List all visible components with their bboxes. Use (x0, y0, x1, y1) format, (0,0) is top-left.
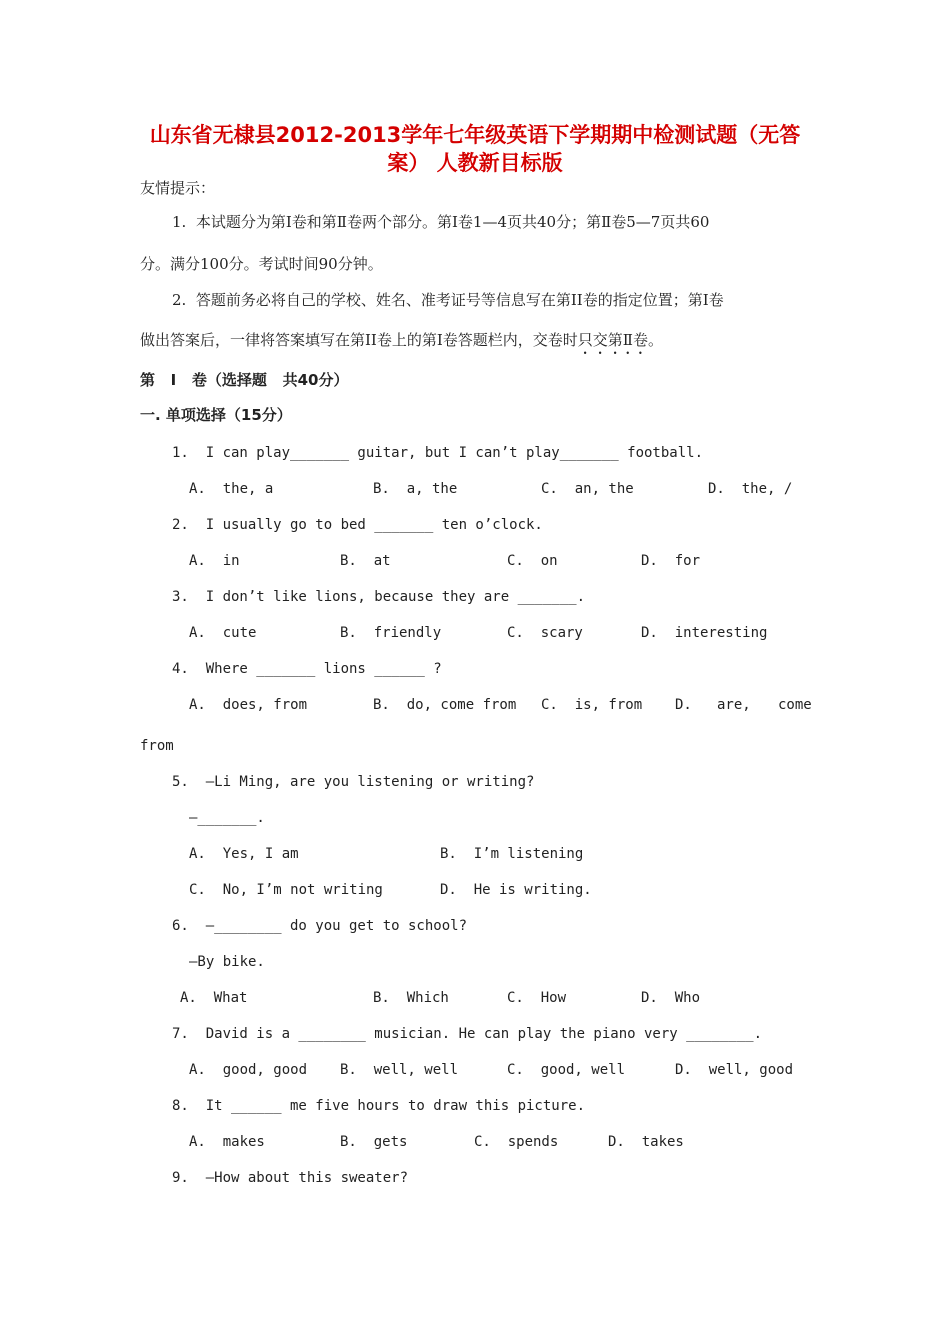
option-d: D. well, good (675, 1062, 794, 1078)
response-line: —_______. (189, 810, 265, 826)
option-c: C. spends (474, 1134, 559, 1150)
option-a: A. the, a (189, 481, 274, 497)
part-heading: 一. 单项选择（15分） (140, 406, 292, 424)
question-5: 5. —Li Ming, are you listening or writing? (172, 774, 535, 790)
option-b: B. a, the (373, 481, 458, 497)
response-line: —By bike. (189, 954, 265, 970)
option-b: B. Which (373, 990, 449, 1006)
option-c: C. is, from (541, 697, 643, 713)
question-8: 8. It ______ me five hours to draw this picture. (172, 1098, 586, 1114)
option-d: D. for (641, 553, 701, 569)
emphasis-text: 只交第Ⅱ卷 (577, 331, 648, 349)
question-1: 1. I can play_______ guitar, but I can’t play_______ football. (172, 445, 704, 461)
option-d-word: come (778, 697, 812, 713)
option-b: B. do, come from (373, 697, 517, 713)
option-d-continued: from (140, 738, 174, 754)
tips-heading: 友情提示： (140, 179, 216, 197)
tip-2-end: 。 (647, 331, 663, 349)
option-b: B. gets (340, 1134, 408, 1150)
option-a: A. cute (189, 625, 257, 641)
option-a: A. good, good (189, 1062, 308, 1078)
option-b: B. well, well (340, 1062, 459, 1078)
tip-1-line-2: 分。满分100分。考试时间90分钟。 (140, 255, 383, 273)
option-d: D. He is writing. (440, 882, 592, 898)
option-a: A. What (180, 990, 248, 1006)
option-c: C. No, I’m not writing (189, 882, 383, 898)
question-3: 3. I don’t like lions, because they are _______. (172, 589, 586, 605)
option-b: B. at (340, 553, 391, 569)
question-2: 2. I usually go to bed _______ ten o’clock. (172, 517, 543, 533)
option-a: A. does, from (189, 697, 308, 713)
option-c: C. scary (507, 625, 583, 641)
title-line-2: 案） 人教新目标版 (387, 151, 563, 175)
option-a: A. in (189, 553, 240, 569)
section-heading: 第 Ⅰ 卷（选择题 共40分） (140, 371, 349, 389)
option-c: C. good, well (507, 1062, 626, 1078)
option-c: C. How (507, 990, 567, 1006)
question-4: 4. Where _______ lions ______ ? (172, 661, 442, 677)
question-9: 9. —How about this sweater? (172, 1170, 409, 1186)
option-a: A. makes (189, 1134, 265, 1150)
option-c: C. on (507, 553, 558, 569)
option-c: C. an, the (541, 481, 634, 497)
option-d-word: are, (717, 697, 751, 713)
tip-2-text: 做出答案后，一律将答案填写在第II卷上的第Ⅰ卷答题栏内，交卷时 (140, 331, 578, 349)
title-line-1: 山东省无棣县2012-2013学年七年级英语下学期期中检测试题（无答 (149, 123, 801, 147)
option-b: B. I’m listening (440, 846, 584, 862)
option-d-label: D. (675, 697, 692, 713)
option-d: D. interesting (641, 625, 768, 641)
tip-2-line-1: 2. 答题前务必将自己的学校、姓名、准考证号等信息写在第II卷的指定位置；第Ⅰ卷 (172, 291, 724, 309)
option-a: A. Yes, I am (189, 846, 299, 862)
tip-2-line-2 (140, 330, 663, 358)
tip-1-line-1: 1. 本试题分为第Ⅰ卷和第Ⅱ卷两个部分。第Ⅰ卷1—4页共40分；第Ⅱ卷5—7页共60 (172, 213, 710, 231)
option-d: D. takes (608, 1134, 684, 1150)
option-d: D. the, / (708, 481, 793, 497)
question-7: 7. David is a ________ musician. He can play the piano very ________. (172, 1026, 763, 1042)
option-b: B. friendly (340, 625, 442, 641)
question-6: 6. —________ do you get to school? (172, 918, 468, 934)
option-d: D. Who (641, 990, 701, 1006)
